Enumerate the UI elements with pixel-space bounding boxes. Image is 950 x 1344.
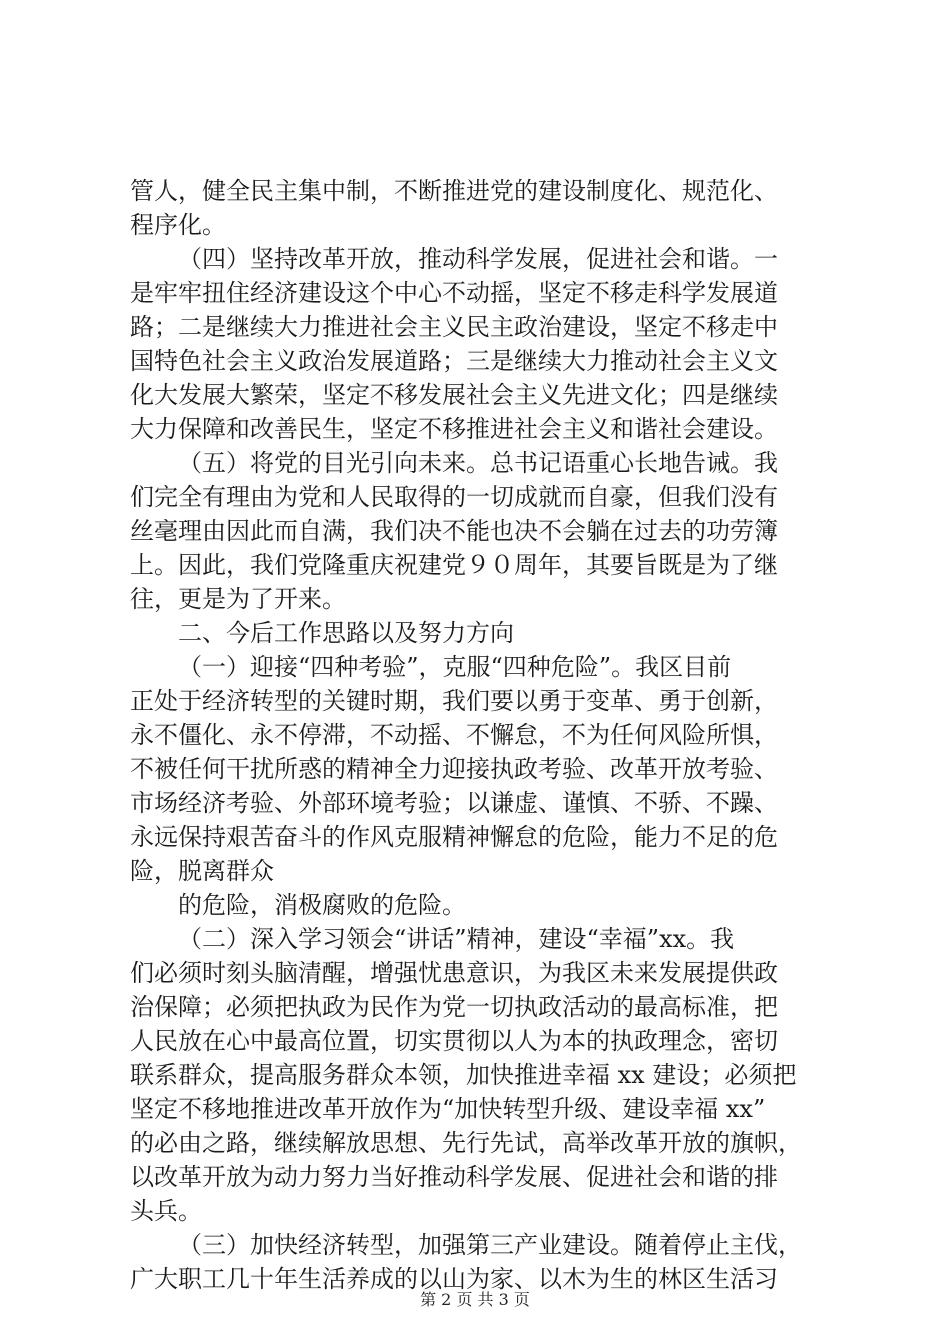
text-line: 以改革开放为动力努力当好推动科学发展、促进社会和谐的排 xyxy=(130,1163,778,1191)
text-line: 是牢牢扭住经济建设这个中心不动摇，坚定不移走科学发展道 xyxy=(130,279,778,307)
text-line: 联系群众，提高服务群众本领，加快推进幸福 xx 建设；必须把 xyxy=(130,1061,797,1089)
text-line: 化大发展大繁荣，坚定不移发展社会主义先进文化；四是继续 xyxy=(130,381,778,409)
text-line: （四）坚持改革开放，推动科学发展，促进社会和谐。一 xyxy=(178,245,778,273)
text-line: 人民放在心中最高位置，切实贯彻以人为本的执政理念，密切 xyxy=(130,1027,778,1055)
text-line: 的必由之路，继续解放思想、先行先试，高举改革开放的旗帜， xyxy=(130,1129,802,1157)
text-line: 管人，健全民主集中制，不断推进党的建设制度化、规范化、 xyxy=(130,177,778,205)
text-line: 治保障；必须把执政为民作为党一切执政活动的最高标准，把 xyxy=(130,993,778,1021)
text-line: 市场经济考验、外部环境考验；以谦虚、谨慎、不骄、不躁、 xyxy=(130,789,778,817)
text-line: 头兵。 xyxy=(130,1197,202,1225)
text-line: （五）将党的目光引向未来。总书记语重心长地告诫。我 xyxy=(178,449,778,477)
text-line: 路；二是继续大力推进社会主义民主政治建设，坚定不移走中 xyxy=(130,313,778,341)
text-line: 们必须时刻头脑清醒，增强忧患意识，为我区未来发展提供政 xyxy=(130,959,778,987)
text-line: （二）深入学习领会“讲话”精神，建设“幸福”xx。我 xyxy=(178,925,735,953)
text-line: 广大职工几十年生活养成的以山为家、以木为生的林区生活习 xyxy=(130,1265,778,1293)
text-line: 正处于经济转型的关键时期，我们要以勇于变革、勇于创新， xyxy=(130,687,778,715)
section-heading: 二、今后工作思路以及努力方向 xyxy=(178,619,514,647)
text-line: 们完全有理由为党和人民取得的一切成就而自豪，但我们没有 xyxy=(130,483,778,511)
text-line: 国特色社会主义政治发展道路；三是继续大力推动社会主义文 xyxy=(130,347,778,375)
page-number-footer: 第 2 页 共 3 页 xyxy=(420,1290,530,1309)
text-line: （三）加快经济转型，加强第三产业建设。随着停止主伐， xyxy=(178,1231,802,1259)
text-line: 不被任何干扰所惑的精神全力迎接执政考验、改革开放考验、 xyxy=(130,755,778,783)
text-line: 的危险，消极腐败的危险。 xyxy=(178,891,466,919)
text-line: 险，脱离群众 xyxy=(130,857,274,885)
text-line: 程序化。 xyxy=(130,211,226,239)
text-line: 大力保障和改善民生，坚定不移推进社会主义和谐社会建设。 xyxy=(130,415,778,443)
text-line: 上。因此，我们党隆重庆祝建党９０周年，其要旨既是为了继 xyxy=(130,551,778,579)
text-line: 坚定不移地推进改革开放作为“加快转型升级、建设幸福 xx” xyxy=(130,1095,766,1123)
text-line: 永远保持艰苦奋斗的作风克服精神懈怠的危险，能力不足的危 xyxy=(130,823,778,851)
text-line: 往，更是为了开来。 xyxy=(130,585,346,613)
text-line: 丝毫理由因此而自满，我们决不能也决不会躺在过去的功劳簿 xyxy=(130,517,778,545)
text-line: 永不僵化、永不停滞，不动摇、不懈怠，不为任何风险所惧， xyxy=(130,721,778,749)
text-line: （一）迎接“四种考验”，克服“四种危险”。我区目前 xyxy=(178,653,732,681)
